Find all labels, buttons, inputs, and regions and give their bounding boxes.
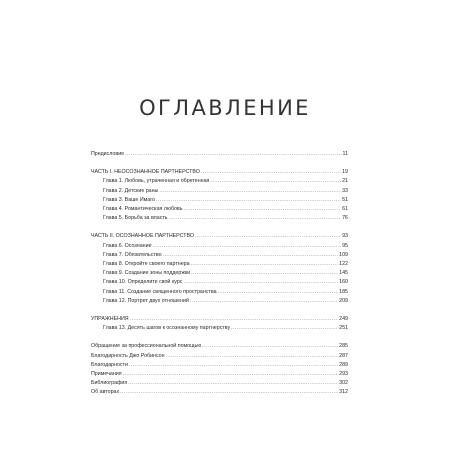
dot-leader: [210, 177, 341, 186]
toc-entry-label: Глава 3. Ваше Имаго: [103, 196, 155, 203]
toc-entry-label: Благодарность Джо Робинсон: [91, 352, 165, 359]
toc-chapter-entry: [91, 251, 348, 260]
toc-section-entry: [91, 150, 348, 159]
toc-entry-label: Примечания: [91, 371, 122, 378]
toc-entry-page-number: 302: [339, 380, 348, 387]
page-title: ОГЛАВЛЕНИЕ: [139, 96, 311, 120]
dot-leader: [153, 242, 342, 251]
toc-entry-page-number: 51: [342, 196, 348, 203]
toc-chapter-entry: [91, 278, 348, 287]
toc-group: [91, 232, 348, 306]
dot-leader: [129, 361, 338, 370]
toc-entry-page-number: 287: [339, 352, 348, 359]
toc-entry-label: Глава 10. Определите свой курс: [103, 279, 183, 286]
table-of-contents: [91, 150, 348, 398]
toc-entry-page-number: 185: [339, 288, 348, 295]
toc-group: [91, 342, 348, 397]
toc-entry-label: Глава 8. Откройте своего партнера: [103, 261, 190, 268]
toc-chapter-entry: [91, 288, 348, 297]
toc-entry-page-number: 312: [339, 389, 348, 396]
dot-leader: [125, 150, 341, 159]
toc-entry-page-number: 251: [339, 325, 348, 332]
dot-leader: [218, 288, 339, 297]
toc-chapter-entry: [91, 177, 348, 186]
toc-chapter-entry: [91, 242, 348, 251]
toc-entry-label: ЧАСТЬ I. НЕОСОЗНАННОЕ ПАРТНЕРСТВО: [91, 169, 200, 176]
toc-entry-page-number: 122: [339, 261, 348, 268]
toc-section-entry: [91, 361, 348, 370]
dot-leader: [159, 187, 341, 196]
dot-leader: [184, 205, 342, 214]
toc-entry-page-number: 160: [339, 279, 348, 286]
toc-entry-page-number: 11: [342, 151, 348, 157]
toc-section-entry: [91, 232, 348, 241]
toc-section-entry: [91, 168, 348, 177]
toc-chapter-entry: [91, 260, 348, 269]
dot-leader: [195, 232, 341, 241]
group-spacer: [91, 159, 348, 168]
toc-entry-label: Глава 12. Портрет двух отношений: [103, 297, 189, 304]
toc-section-entry: [91, 379, 348, 388]
toc-entry-label: Об авторах: [91, 389, 120, 396]
toc-entry-label: Глава 9. Создание зоны поддержки: [103, 270, 191, 277]
group-spacer: [91, 333, 348, 342]
toc-chapter-entry: [91, 297, 348, 306]
toc-chapter-entry: [91, 324, 348, 333]
dot-leader: [166, 352, 339, 361]
toc-section-entry: [91, 388, 348, 397]
toc-group: [91, 150, 348, 159]
dot-leader: [128, 379, 338, 388]
toc-entry-page-number: 61: [342, 206, 348, 213]
toc-entry-label: УПРАЖНЕНИЯ: [91, 316, 129, 323]
toc-entry-page-number: 33: [342, 187, 348, 194]
toc-entry-page-number: 76: [342, 215, 348, 222]
toc-entry-label: Глава 4. Романтическая любовь: [103, 206, 183, 213]
toc-entry-label: Глава 1. Любовь, утраченная и обретенная: [103, 178, 210, 185]
toc-entry-page-number: 21: [342, 178, 348, 185]
toc-entry-label: Глава 6. Осознание: [103, 242, 152, 249]
toc-group: [91, 168, 348, 223]
toc-entry-label: Глава 2. Детские раны: [103, 187, 159, 194]
dot-leader: [169, 214, 342, 223]
toc-entry-label: Предисловие: [91, 151, 125, 157]
group-spacer: [91, 306, 348, 315]
toc-entry-page-number: 289: [339, 361, 348, 368]
toc-entry-label: Библиография: [91, 380, 128, 387]
dot-leader: [201, 168, 341, 177]
toc-section-entry: [91, 370, 348, 379]
toc-chapter-entry: [91, 187, 348, 196]
toc-entry-label: Благодарности: [91, 361, 128, 368]
toc-entry-page-number: 19: [342, 169, 348, 176]
toc-entry-page-number: 93: [342, 233, 348, 240]
toc-chapter-entry: [91, 196, 348, 205]
toc-entry-label: Глава 5. Борьба за власть: [103, 215, 168, 222]
toc-entry-page-number: 145: [339, 270, 348, 277]
toc-group: [91, 315, 348, 333]
toc-entry-label: Обращение за профессиональной помощью: [91, 343, 202, 350]
toc-entry-page-number: 249: [339, 316, 348, 323]
toc-chapter-entry: [91, 269, 348, 278]
toc-entry-page-number: 109: [339, 251, 348, 258]
toc-chapter-entry: [91, 205, 348, 214]
dot-leader: [130, 315, 339, 324]
dot-leader: [120, 388, 338, 397]
toc-entry-label: ЧАСТЬ II. ОСОЗНАННОЕ ПАРТНЕРСТВО: [91, 233, 195, 240]
dot-leader: [156, 196, 341, 205]
toc-section-entry: [91, 315, 348, 324]
dot-leader: [191, 269, 338, 278]
toc-entry-label: Глава 7. Обязательство: [103, 251, 162, 258]
dot-leader: [123, 370, 339, 379]
toc-entry-label: Глава 11. Создание священного пространства: [103, 288, 217, 295]
dot-leader: [191, 260, 339, 269]
toc-entry-page-number: 285: [339, 343, 348, 350]
toc-chapter-entry: [91, 214, 348, 223]
dot-leader: [202, 342, 338, 351]
toc-entry-page-number: 95: [342, 242, 348, 249]
group-spacer: [91, 223, 348, 232]
toc-section-entry: [91, 352, 348, 361]
dot-leader: [163, 251, 339, 260]
toc-entry-label: Глава 13. Десять шагов к осознанному партнерству: [103, 325, 231, 332]
toc-section-entry: [91, 342, 348, 351]
toc-entry-page-number: 293: [339, 371, 348, 378]
toc-entry-page-number: 209: [339, 297, 348, 304]
dot-leader: [183, 278, 338, 287]
dot-leader: [190, 297, 338, 306]
dot-leader: [231, 324, 338, 333]
